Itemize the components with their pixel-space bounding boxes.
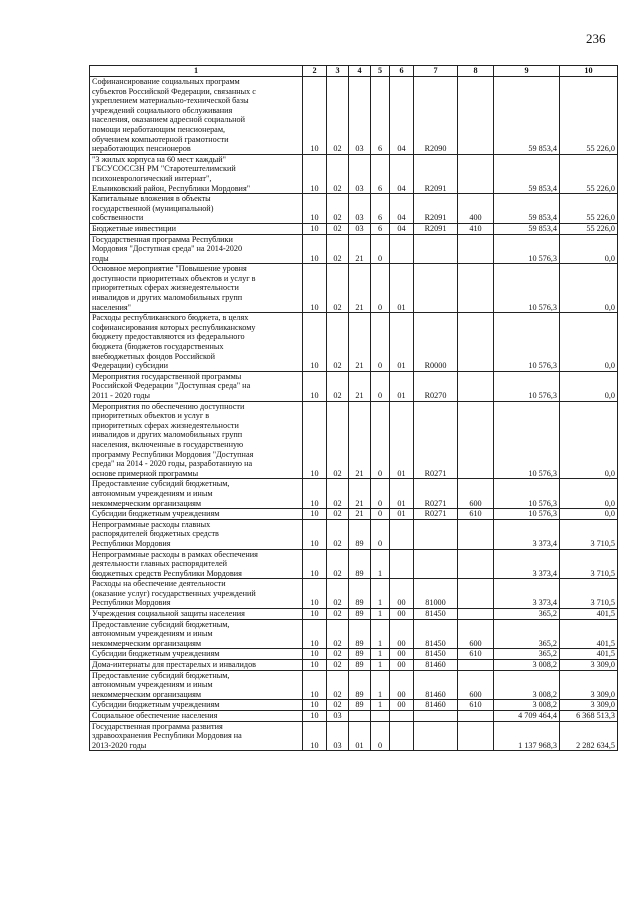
measure-code: 00 bbox=[390, 579, 414, 609]
measure-code: 01 bbox=[390, 509, 414, 520]
row-name: Государственная программа Республики Мордовия "Доступная среда" на 2014-2020 годы bbox=[90, 234, 303, 264]
subprogram-code: 0 bbox=[371, 519, 390, 549]
amount-year-2: 401,5 bbox=[560, 649, 618, 660]
amount-year-1: 10 576,3 bbox=[494, 371, 560, 401]
subsection-code: 02 bbox=[327, 154, 349, 193]
amount-year-2: 0,0 bbox=[560, 234, 618, 264]
table-row bbox=[90, 721, 618, 751]
table-row bbox=[90, 519, 618, 549]
amount-year-1: 10 576,3 bbox=[494, 479, 560, 509]
subsection-code: 02 bbox=[327, 401, 349, 479]
program-code: 89 bbox=[349, 609, 371, 620]
expense-type-code bbox=[458, 264, 494, 313]
section-code: 10 bbox=[303, 711, 327, 722]
amount-year-1: 3 008,2 bbox=[494, 700, 560, 711]
subsection-code: 03 bbox=[327, 721, 349, 751]
subsection-code: 02 bbox=[327, 649, 349, 660]
expense-direction-code: R0000 bbox=[414, 313, 458, 372]
expense-direction-code: R0271 bbox=[414, 401, 458, 479]
subsection-code: 02 bbox=[327, 234, 349, 264]
measure-code: 00 bbox=[390, 649, 414, 660]
program-code: 21 bbox=[349, 509, 371, 520]
amount-year-2: 2 282 634,5 bbox=[560, 721, 618, 751]
program-code: 89 bbox=[349, 619, 371, 649]
section-code: 10 bbox=[303, 660, 327, 671]
expense-direction-code: R2091 bbox=[414, 154, 458, 193]
program-code: 21 bbox=[349, 313, 371, 372]
amount-year-1: 4 709 464,4 bbox=[494, 711, 560, 722]
expense-direction-code bbox=[414, 721, 458, 751]
expense-direction-code bbox=[414, 264, 458, 313]
program-code: 89 bbox=[349, 670, 371, 700]
amount-year-2: 0,0 bbox=[560, 479, 618, 509]
section-code: 10 bbox=[303, 264, 327, 313]
expense-type-code: 410 bbox=[458, 223, 494, 234]
row-name: Предоставление субсидий бюджетным, автономным учреждениям и иным некоммерческим организациям bbox=[90, 670, 303, 700]
expense-type-code: 610 bbox=[458, 649, 494, 660]
section-code: 10 bbox=[303, 670, 327, 700]
subsection-code: 02 bbox=[327, 479, 349, 509]
program-code: 21 bbox=[349, 479, 371, 509]
table-row bbox=[90, 264, 618, 313]
amount-year-2: 0,0 bbox=[560, 371, 618, 401]
table-row bbox=[90, 223, 618, 234]
amount-year-2: 0,0 bbox=[560, 313, 618, 372]
amount-year-2: 3 710,5 bbox=[560, 549, 618, 579]
program-code: 03 bbox=[349, 223, 371, 234]
program-code: 03 bbox=[349, 77, 371, 155]
amount-year-2: 55 226,0 bbox=[560, 154, 618, 193]
table-row bbox=[90, 313, 618, 372]
section-code: 10 bbox=[303, 234, 327, 264]
amount-year-1: 1 137 968,3 bbox=[494, 721, 560, 751]
expense-type-code bbox=[458, 77, 494, 155]
expense-type-code bbox=[458, 721, 494, 751]
section-code: 10 bbox=[303, 649, 327, 660]
column-header: 3 bbox=[327, 66, 349, 77]
column-header: 4 bbox=[349, 66, 371, 77]
measure-code: 04 bbox=[390, 77, 414, 155]
expense-type-code: 610 bbox=[458, 509, 494, 520]
program-code: 21 bbox=[349, 401, 371, 479]
table-row bbox=[90, 154, 618, 193]
column-header: 7 bbox=[414, 66, 458, 77]
expense-direction-code bbox=[414, 549, 458, 579]
expense-direction-code: 81000 bbox=[414, 579, 458, 609]
amount-year-2: 55 226,0 bbox=[560, 77, 618, 155]
table-row bbox=[90, 700, 618, 711]
amount-year-1: 10 576,3 bbox=[494, 234, 560, 264]
row-name: Учреждения социальной защиты населения bbox=[90, 609, 303, 620]
program-code: 89 bbox=[349, 549, 371, 579]
expense-direction-code: 81450 bbox=[414, 609, 458, 620]
subprogram-code: 6 bbox=[371, 223, 390, 234]
column-header: 2 bbox=[303, 66, 327, 77]
row-name: Государственная программа развития здравоохранения Республики Мордовия на 2013-2020 годы bbox=[90, 721, 303, 751]
section-code: 10 bbox=[303, 313, 327, 372]
subprogram-code: 1 bbox=[371, 670, 390, 700]
amount-year-1: 59 853,4 bbox=[494, 77, 560, 155]
section-code: 10 bbox=[303, 154, 327, 193]
subsection-code: 02 bbox=[327, 371, 349, 401]
expense-direction-code: 81460 bbox=[414, 660, 458, 671]
expense-direction-code: 81460 bbox=[414, 670, 458, 700]
amount-year-1: 3 373,4 bbox=[494, 519, 560, 549]
table-row bbox=[90, 649, 618, 660]
program-code: 89 bbox=[349, 660, 371, 671]
row-name: "3 жилых корпуса на 60 мест каждый" ГБСУСОССЗН РМ "Старотештелимский психоневрологический интернат", Ельниковский район, Республики Мордовия" bbox=[90, 154, 303, 193]
amount-year-2: 6 368 513,3 bbox=[560, 711, 618, 722]
column-header: 5 bbox=[371, 66, 390, 77]
program-code: 89 bbox=[349, 649, 371, 660]
amount-year-1: 10 576,3 bbox=[494, 313, 560, 372]
expense-type-code bbox=[458, 401, 494, 479]
subprogram-code: 6 bbox=[371, 194, 390, 224]
measure-code: 00 bbox=[390, 609, 414, 620]
table-row bbox=[90, 711, 618, 722]
measure-code: 04 bbox=[390, 154, 414, 193]
table-row bbox=[90, 509, 618, 520]
row-name: Субсидии бюджетным учреждениям bbox=[90, 509, 303, 520]
section-code: 10 bbox=[303, 223, 327, 234]
subsection-code: 02 bbox=[327, 579, 349, 609]
row-name: Непрограммные расходы главных распорядителей бюджетных средств Республики Мордовия bbox=[90, 519, 303, 549]
expense-direction-code: 81450 bbox=[414, 649, 458, 660]
table-row bbox=[90, 401, 618, 479]
row-name: Дома-интернаты для престарелых и инвалидов bbox=[90, 660, 303, 671]
measure-code: 00 bbox=[390, 700, 414, 711]
section-code: 10 bbox=[303, 609, 327, 620]
amount-year-1: 3 008,2 bbox=[494, 670, 560, 700]
table-row bbox=[90, 660, 618, 671]
section-code: 10 bbox=[303, 194, 327, 224]
row-name: Расходы республиканского бюджета, в целях софинансирования которых республиканскому бюджету предоставляются из федерального бюджета (бюджетов государственных внебюджетных фондов Российской Федерации) субсидии bbox=[90, 313, 303, 372]
amount-year-1: 10 576,3 bbox=[494, 509, 560, 520]
section-code: 10 bbox=[303, 401, 327, 479]
expense-type-code: 400 bbox=[458, 194, 494, 224]
measure-code bbox=[390, 519, 414, 549]
page-number: 236 bbox=[586, 31, 606, 46]
subprogram-code: 6 bbox=[371, 77, 390, 155]
program-code: 21 bbox=[349, 264, 371, 313]
row-name: Основное мероприятие "Повышение уровня доступности приоритетных объектов и услуг в приоритетных сферах жизнедеятельности инвалидов и других маломобильных групп населения" bbox=[90, 264, 303, 313]
expense-type-code bbox=[458, 579, 494, 609]
table-row bbox=[90, 670, 618, 700]
table-row bbox=[90, 479, 618, 509]
expense-type-code bbox=[458, 154, 494, 193]
row-name: Капитальные вложения в объекты государственной (муниципальной) собственности bbox=[90, 194, 303, 224]
column-header: 1 bbox=[90, 66, 303, 77]
expense-type-code: 600 bbox=[458, 619, 494, 649]
measure-code: 01 bbox=[390, 479, 414, 509]
amount-year-1: 10 576,3 bbox=[494, 264, 560, 313]
amount-year-1: 365,2 bbox=[494, 609, 560, 620]
row-name: Социальное обеспечение населения bbox=[90, 711, 303, 722]
table-header-row bbox=[90, 66, 618, 77]
program-code: 03 bbox=[349, 194, 371, 224]
expense-direction-code bbox=[414, 234, 458, 264]
amount-year-2: 55 226,0 bbox=[560, 194, 618, 224]
measure-code: 00 bbox=[390, 619, 414, 649]
expense-type-code: 600 bbox=[458, 479, 494, 509]
expense-direction-code: R0271 bbox=[414, 479, 458, 509]
subsection-code: 02 bbox=[327, 609, 349, 620]
amount-year-1: 365,2 bbox=[494, 619, 560, 649]
table-row bbox=[90, 234, 618, 264]
subprogram-code: 1 bbox=[371, 549, 390, 579]
column-header: 9 bbox=[494, 66, 560, 77]
column-header: 8 bbox=[458, 66, 494, 77]
expense-type-code bbox=[458, 660, 494, 671]
amount-year-2: 0,0 bbox=[560, 509, 618, 520]
subsection-code: 02 bbox=[327, 549, 349, 579]
subprogram-code: 0 bbox=[371, 509, 390, 520]
section-code: 10 bbox=[303, 519, 327, 549]
measure-code: 01 bbox=[390, 371, 414, 401]
amount-year-2: 3 309,0 bbox=[560, 670, 618, 700]
expense-type-code bbox=[458, 549, 494, 579]
subsection-code: 02 bbox=[327, 313, 349, 372]
program-code: 03 bbox=[349, 154, 371, 193]
table-row bbox=[90, 609, 618, 620]
expense-direction-code bbox=[414, 519, 458, 549]
subprogram-code: 1 bbox=[371, 660, 390, 671]
subprogram-code: 1 bbox=[371, 579, 390, 609]
amount-year-2: 401,5 bbox=[560, 609, 618, 620]
amount-year-1: 59 853,4 bbox=[494, 154, 560, 193]
amount-year-1: 59 853,4 bbox=[494, 223, 560, 234]
table-row bbox=[90, 77, 618, 155]
expense-type-code bbox=[458, 234, 494, 264]
column-header: 6 bbox=[390, 66, 414, 77]
program-code: 21 bbox=[349, 371, 371, 401]
measure-code bbox=[390, 549, 414, 579]
expense-type-code: 610 bbox=[458, 700, 494, 711]
subprogram-code: 1 bbox=[371, 700, 390, 711]
amount-year-1: 10 576,3 bbox=[494, 401, 560, 479]
amount-year-1: 3 008,2 bbox=[494, 660, 560, 671]
subsection-code: 02 bbox=[327, 619, 349, 649]
subprogram-code: 1 bbox=[371, 609, 390, 620]
amount-year-1: 3 373,4 bbox=[494, 579, 560, 609]
subsection-code: 02 bbox=[327, 660, 349, 671]
expense-direction-code: 81450 bbox=[414, 619, 458, 649]
subsection-code: 02 bbox=[327, 700, 349, 711]
subprogram-code bbox=[371, 711, 390, 722]
subsection-code: 02 bbox=[327, 670, 349, 700]
expense-direction-code: R2091 bbox=[414, 223, 458, 234]
expense-type-code bbox=[458, 609, 494, 620]
row-name: Субсидии бюджетным учреждениям bbox=[90, 649, 303, 660]
row-name: Субсидии бюджетным учреждениям bbox=[90, 700, 303, 711]
expense-direction-code: R0270 bbox=[414, 371, 458, 401]
expense-type-code bbox=[458, 519, 494, 549]
program-code bbox=[349, 711, 371, 722]
expense-type-code bbox=[458, 313, 494, 372]
amount-year-2: 401,5 bbox=[560, 619, 618, 649]
measure-code: 01 bbox=[390, 313, 414, 372]
amount-year-1: 365,2 bbox=[494, 649, 560, 660]
measure-code: 01 bbox=[390, 264, 414, 313]
subprogram-code: 0 bbox=[371, 401, 390, 479]
subprogram-code: 6 bbox=[371, 154, 390, 193]
subprogram-code: 0 bbox=[371, 264, 390, 313]
program-code: 01 bbox=[349, 721, 371, 751]
section-code: 10 bbox=[303, 721, 327, 751]
expense-direction-code: R2091 bbox=[414, 194, 458, 224]
subsection-code: 02 bbox=[327, 223, 349, 234]
measure-code bbox=[390, 721, 414, 751]
measure-code: 04 bbox=[390, 194, 414, 224]
row-name: Непрограммные расходы в рамках обеспечения деятельности главных распорядителей бюджетных средств Республики Мордовия bbox=[90, 549, 303, 579]
row-name: Расходы на обеспечение деятельности (оказание услуг) государственных учреждений Республики Мордовия bbox=[90, 579, 303, 609]
subsection-code: 02 bbox=[327, 264, 349, 313]
program-code: 21 bbox=[349, 234, 371, 264]
budget-table bbox=[89, 65, 618, 751]
table-row bbox=[90, 371, 618, 401]
section-code: 10 bbox=[303, 479, 327, 509]
section-code: 10 bbox=[303, 549, 327, 579]
amount-year-2: 3 309,0 bbox=[560, 700, 618, 711]
row-name: Предоставление субсидий бюджетным, автономным учреждениям и иным некоммерческим организациям bbox=[90, 619, 303, 649]
row-name: Бюджетные инвестиции bbox=[90, 223, 303, 234]
section-code: 10 bbox=[303, 619, 327, 649]
measure-code: 00 bbox=[390, 670, 414, 700]
measure-code bbox=[390, 234, 414, 264]
amount-year-2: 0,0 bbox=[560, 401, 618, 479]
subprogram-code: 0 bbox=[371, 234, 390, 264]
measure-code: 04 bbox=[390, 223, 414, 234]
subprogram-code: 0 bbox=[371, 479, 390, 509]
row-name: Мероприятия государственной программы Российской Федерации "Доступная среда" на 2011 - 2020 годы bbox=[90, 371, 303, 401]
amount-year-1: 59 853,4 bbox=[494, 194, 560, 224]
section-code: 10 bbox=[303, 77, 327, 155]
row-name: Предоставление субсидий бюджетным, автономным учреждениям и иным некоммерческим организациям bbox=[90, 479, 303, 509]
amount-year-2: 3 710,5 bbox=[560, 519, 618, 549]
program-code: 89 bbox=[349, 700, 371, 711]
section-code: 10 bbox=[303, 700, 327, 711]
section-code: 10 bbox=[303, 509, 327, 520]
subprogram-code: 1 bbox=[371, 649, 390, 660]
expense-type-code: 600 bbox=[458, 670, 494, 700]
expense-direction-code: 81460 bbox=[414, 700, 458, 711]
subprogram-code: 0 bbox=[371, 721, 390, 751]
subprogram-code: 1 bbox=[371, 619, 390, 649]
row-name: Мероприятия по обеспечению доступности приоритетных объектов и услуг в приоритетных сферах жизнедеятельности инвалидов и других маломобильных групп населения, включенные в государственную программу Республики Мордовия "Доступная среда" на 2014 - 2020 годы, разработанную на основе примерной программы bbox=[90, 401, 303, 479]
subsection-code: 02 bbox=[327, 194, 349, 224]
subprogram-code: 0 bbox=[371, 371, 390, 401]
row-name: Софинансирование социальных программ субъектов Российской Федерации, связанных с укреплением материально-технической базы учреждений социального обслуживания населения, оказанием адресной социальной помощи неработающим пенсионерам, обучением компьютерной грамотности неработающих пенсионеров bbox=[90, 77, 303, 155]
table-row bbox=[90, 549, 618, 579]
subsection-code: 02 bbox=[327, 519, 349, 549]
amount-year-2: 3 309,0 bbox=[560, 660, 618, 671]
subprogram-code: 0 bbox=[371, 313, 390, 372]
program-code: 89 bbox=[349, 579, 371, 609]
measure-code bbox=[390, 711, 414, 722]
amount-year-2: 55 226,0 bbox=[560, 223, 618, 234]
amount-year-1: 3 373,4 bbox=[494, 549, 560, 579]
table-row bbox=[90, 194, 618, 224]
measure-code: 01 bbox=[390, 401, 414, 479]
amount-year-2: 3 710,5 bbox=[560, 579, 618, 609]
expense-type-code bbox=[458, 711, 494, 722]
table-row bbox=[90, 579, 618, 609]
program-code: 89 bbox=[349, 519, 371, 549]
expense-direction-code: R0271 bbox=[414, 509, 458, 520]
amount-year-2: 0,0 bbox=[560, 264, 618, 313]
section-code: 10 bbox=[303, 371, 327, 401]
expense-type-code bbox=[458, 371, 494, 401]
subsection-code: 03 bbox=[327, 711, 349, 722]
expense-direction-code: R2090 bbox=[414, 77, 458, 155]
subsection-code: 02 bbox=[327, 509, 349, 520]
section-code: 10 bbox=[303, 579, 327, 609]
subsection-code: 02 bbox=[327, 77, 349, 155]
measure-code: 00 bbox=[390, 660, 414, 671]
table-row bbox=[90, 619, 618, 649]
column-header: 10 bbox=[560, 66, 618, 77]
expense-direction-code bbox=[414, 711, 458, 722]
